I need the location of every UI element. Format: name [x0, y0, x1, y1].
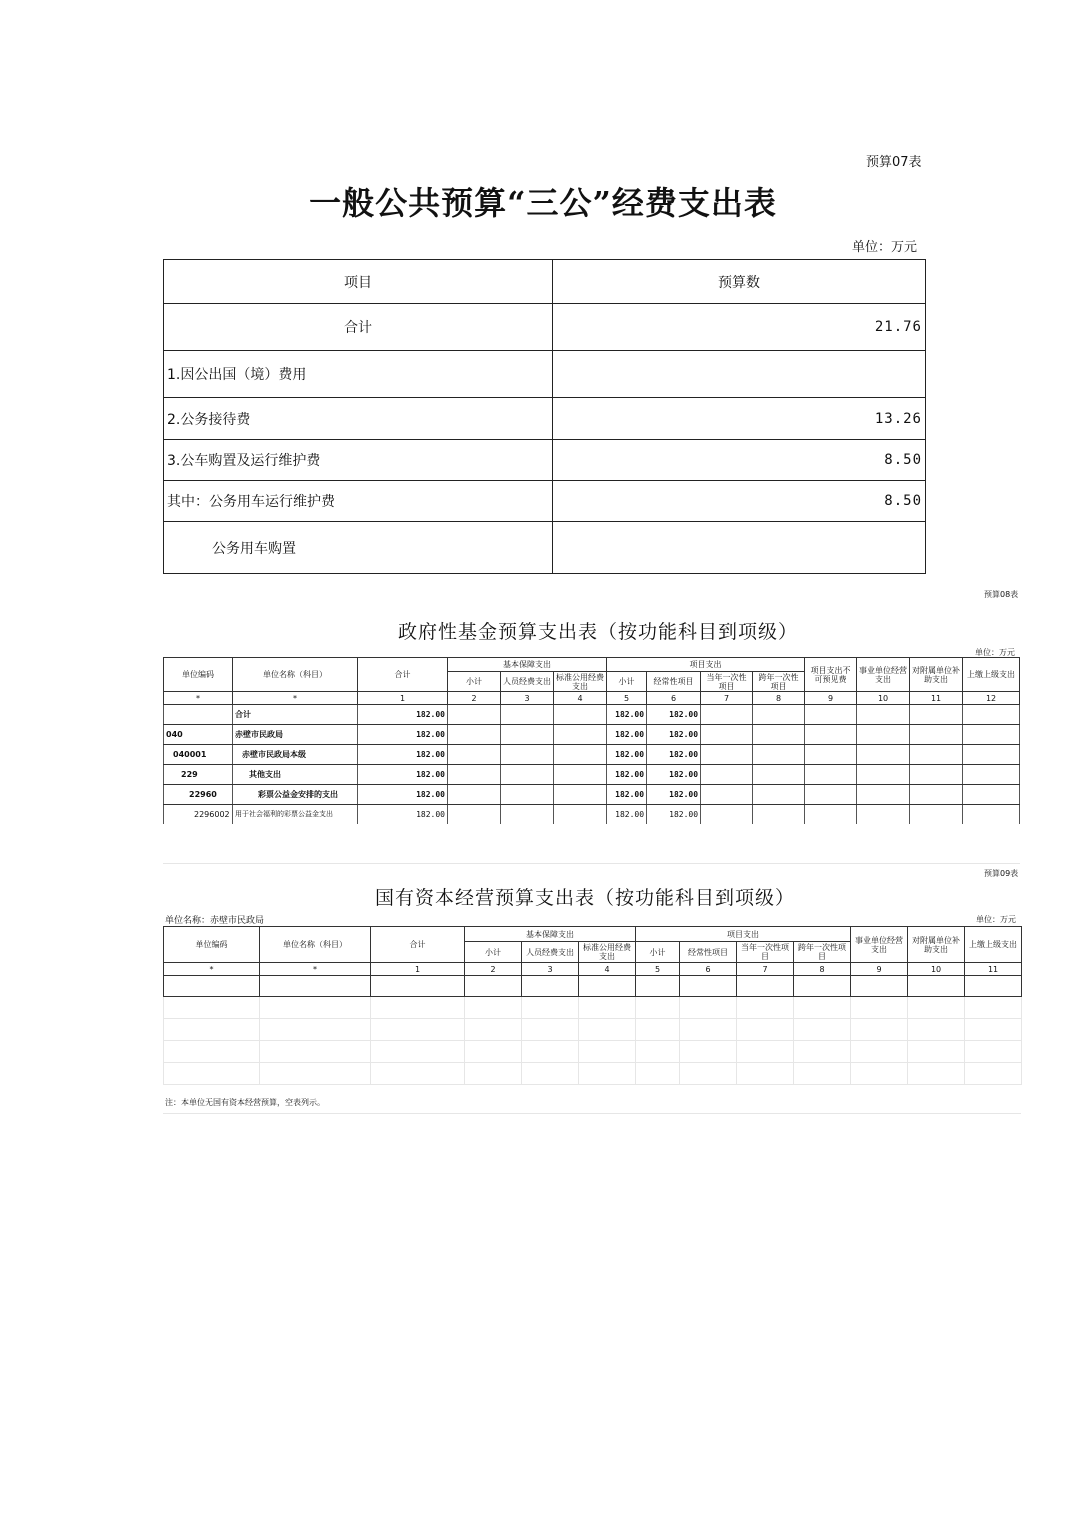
- h-oneoff-cur: 当年一次性项目: [737, 942, 794, 963]
- table-row: [164, 351, 926, 398]
- row-psub: 182.00: [607, 765, 647, 785]
- h-sub: 小计: [465, 942, 522, 963]
- row-total: 182.00: [358, 705, 448, 725]
- idx: 10: [857, 692, 910, 705]
- idx: 12: [963, 692, 1020, 705]
- row-value: [553, 351, 926, 398]
- h-oneoff-multi: 跨年一次性项目: [794, 942, 851, 963]
- header-budget: 预算数: [553, 260, 926, 304]
- doc3-note: 注：本单位无国有资本经营预算，空表列示。: [165, 1098, 325, 1107]
- h-psub: 小计: [607, 672, 647, 692]
- idx: 5: [607, 692, 647, 705]
- table-row: [164, 398, 926, 440]
- row-name: 赤壁市民政局: [233, 725, 358, 745]
- row-value: 13.26: [553, 398, 926, 440]
- h-standard: 标准公用经费支出: [579, 942, 636, 963]
- row-label: 其中：公务用车运行维护费: [164, 481, 553, 522]
- row-name: 赤壁市民政局本级: [233, 745, 358, 765]
- row-regular: 182.00: [647, 705, 701, 725]
- idx: *: [164, 963, 260, 976]
- table-row: [164, 1041, 1022, 1063]
- h-personnel: 人员经费支出: [501, 672, 554, 692]
- doc2-table-no: 预算08表: [984, 590, 1019, 599]
- row-code: 2296002: [164, 805, 233, 825]
- h-affiliate: 对附属单位补助支出: [908, 927, 965, 963]
- idx: *: [260, 963, 371, 976]
- table-row: [164, 745, 1020, 765]
- idx: 1: [358, 692, 448, 705]
- h-total: 合计: [371, 927, 465, 963]
- three-public-expense-table: [163, 259, 926, 574]
- h-psub: 小计: [636, 942, 680, 963]
- row-name: 合计: [233, 705, 358, 725]
- header-item: 项目: [164, 260, 553, 304]
- row-value: 8.50: [553, 440, 926, 481]
- doc3-unit: 单位：万元: [976, 915, 1016, 924]
- idx: 8: [753, 692, 805, 705]
- row-label: 2.公务接待费: [164, 398, 553, 440]
- row-code: 040: [164, 725, 233, 745]
- h-code: 单位编码: [164, 658, 233, 692]
- h-standard: 标准公用经费支出: [554, 672, 607, 692]
- row-regular: 182.00: [647, 725, 701, 745]
- idx: 9: [851, 963, 908, 976]
- doc3-table-no: 预算09表: [984, 869, 1019, 878]
- idx: 6: [680, 963, 737, 976]
- h-subsidy: 事业单位经营支出: [857, 658, 910, 692]
- doc2-title: 政府性基金预算支出表（按功能科目到项级）: [398, 621, 799, 643]
- idx: 6: [647, 692, 701, 705]
- row-name: 用于社会福利的彩票公益金支出: [233, 805, 358, 825]
- doc3-title: 国有资本经营预算支出表（按功能科目到项级）: [375, 887, 796, 909]
- h-oneoff-multi: 跨年一次性项目: [753, 672, 805, 692]
- h-code: 单位编码: [164, 927, 260, 963]
- state-capital-expense-table: [163, 926, 1022, 1085]
- idx: *: [164, 692, 233, 705]
- row-total: 182.00: [358, 725, 448, 745]
- row-label: 1.因公出国（境）费用: [164, 351, 553, 398]
- row-psub: 182.00: [607, 745, 647, 765]
- doc3-unit-name: 单位名称：赤壁市民政局: [165, 916, 265, 926]
- row-psub: 182.00: [607, 725, 647, 745]
- table-row: [164, 1019, 1022, 1041]
- doc3-bottom-gridline: [163, 1113, 1021, 1114]
- row-value: 8.50: [553, 481, 926, 522]
- idx: 3: [501, 692, 554, 705]
- index-row: [164, 963, 1022, 976]
- h-upper: 上缴上级支出: [963, 658, 1020, 692]
- idx: 5: [636, 963, 680, 976]
- row-total: 182.00: [358, 765, 448, 785]
- row-total: 182.00: [358, 745, 448, 765]
- row-psub: 182.00: [607, 805, 647, 825]
- doc3-top-gridline: [163, 863, 1020, 864]
- row-label: 3.公车购置及运行维护费: [164, 440, 553, 481]
- row-regular: 182.00: [647, 745, 701, 765]
- idx: 11: [910, 692, 963, 705]
- idx: 3: [522, 963, 579, 976]
- row-label: 公务用车购置: [164, 522, 553, 574]
- h-project: 项目支出: [636, 927, 851, 942]
- h-oneoff-cur: 当年一次性项目: [701, 672, 753, 692]
- h-basic: 基本保障支出: [465, 927, 636, 942]
- row-name: 彩票公益金安排的支出: [233, 785, 358, 805]
- h-total: 合计: [358, 658, 448, 692]
- idx: 7: [737, 963, 794, 976]
- h-unforeseen: 项目支出不可预见费: [805, 658, 857, 692]
- table-row: [164, 304, 926, 351]
- row-regular: 182.00: [647, 785, 701, 805]
- doc1-table-no: 预算07表: [866, 155, 922, 170]
- doc1-title: 一般公共预算“三公”经费支出表: [309, 184, 777, 222]
- table-row: [164, 997, 1022, 1019]
- idx: 11: [965, 963, 1022, 976]
- idx: 9: [805, 692, 857, 705]
- doc1-unit: 单位：万元: [852, 240, 918, 255]
- h-regular: 经常性项目: [647, 672, 701, 692]
- table-row: [164, 805, 1020, 825]
- h-name: 单位名称（科目）: [233, 658, 358, 692]
- row-total: 182.00: [358, 805, 448, 825]
- h-personnel: 人员经费支出: [522, 942, 579, 963]
- index-row: [164, 692, 1020, 705]
- row-code: 229: [164, 765, 233, 785]
- table-row: [164, 1063, 1022, 1085]
- table-row: [164, 785, 1020, 805]
- h-subsidy: 事业单位经营支出: [851, 927, 908, 963]
- row-code: 22960: [164, 785, 233, 805]
- idx: 7: [701, 692, 753, 705]
- table-row: [164, 481, 926, 522]
- h-project: 项目支出: [607, 658, 805, 672]
- idx: *: [233, 692, 358, 705]
- row-regular: 182.00: [647, 765, 701, 785]
- h-regular: 经常性项目: [680, 942, 737, 963]
- row-psub: 182.00: [607, 705, 647, 725]
- h-name: 单位名称（科目）: [260, 927, 371, 963]
- h-affiliate: 对附属单位补助支出: [910, 658, 963, 692]
- idx: 2: [448, 692, 501, 705]
- h-upper: 上缴上级支出: [965, 927, 1022, 963]
- row-total: 182.00: [358, 785, 448, 805]
- idx: 4: [554, 692, 607, 705]
- idx: 2: [465, 963, 522, 976]
- row-value: 21.76: [553, 304, 926, 351]
- h-basic: 基本保障支出: [448, 658, 607, 672]
- row-name: 其他支出: [233, 765, 358, 785]
- row-value: [553, 522, 926, 574]
- table-row: [164, 976, 1022, 997]
- table-row: [164, 705, 1020, 725]
- table-row: [164, 522, 926, 574]
- table-row: [164, 440, 926, 481]
- idx: 10: [908, 963, 965, 976]
- table-row: [164, 725, 1020, 745]
- gov-fund-expense-table: [163, 657, 1020, 824]
- doc2-unit: 单位：万元: [975, 648, 1015, 657]
- row-code: 040001: [164, 745, 233, 765]
- idx: 8: [794, 963, 851, 976]
- row-label: 合计: [164, 304, 553, 351]
- idx: 4: [579, 963, 636, 976]
- table-row: [164, 765, 1020, 785]
- h-sub: 小计: [448, 672, 501, 692]
- row-psub: 182.00: [607, 785, 647, 805]
- idx: 1: [371, 963, 465, 976]
- row-code: [164, 705, 233, 725]
- row-regular: 182.00: [647, 805, 701, 825]
